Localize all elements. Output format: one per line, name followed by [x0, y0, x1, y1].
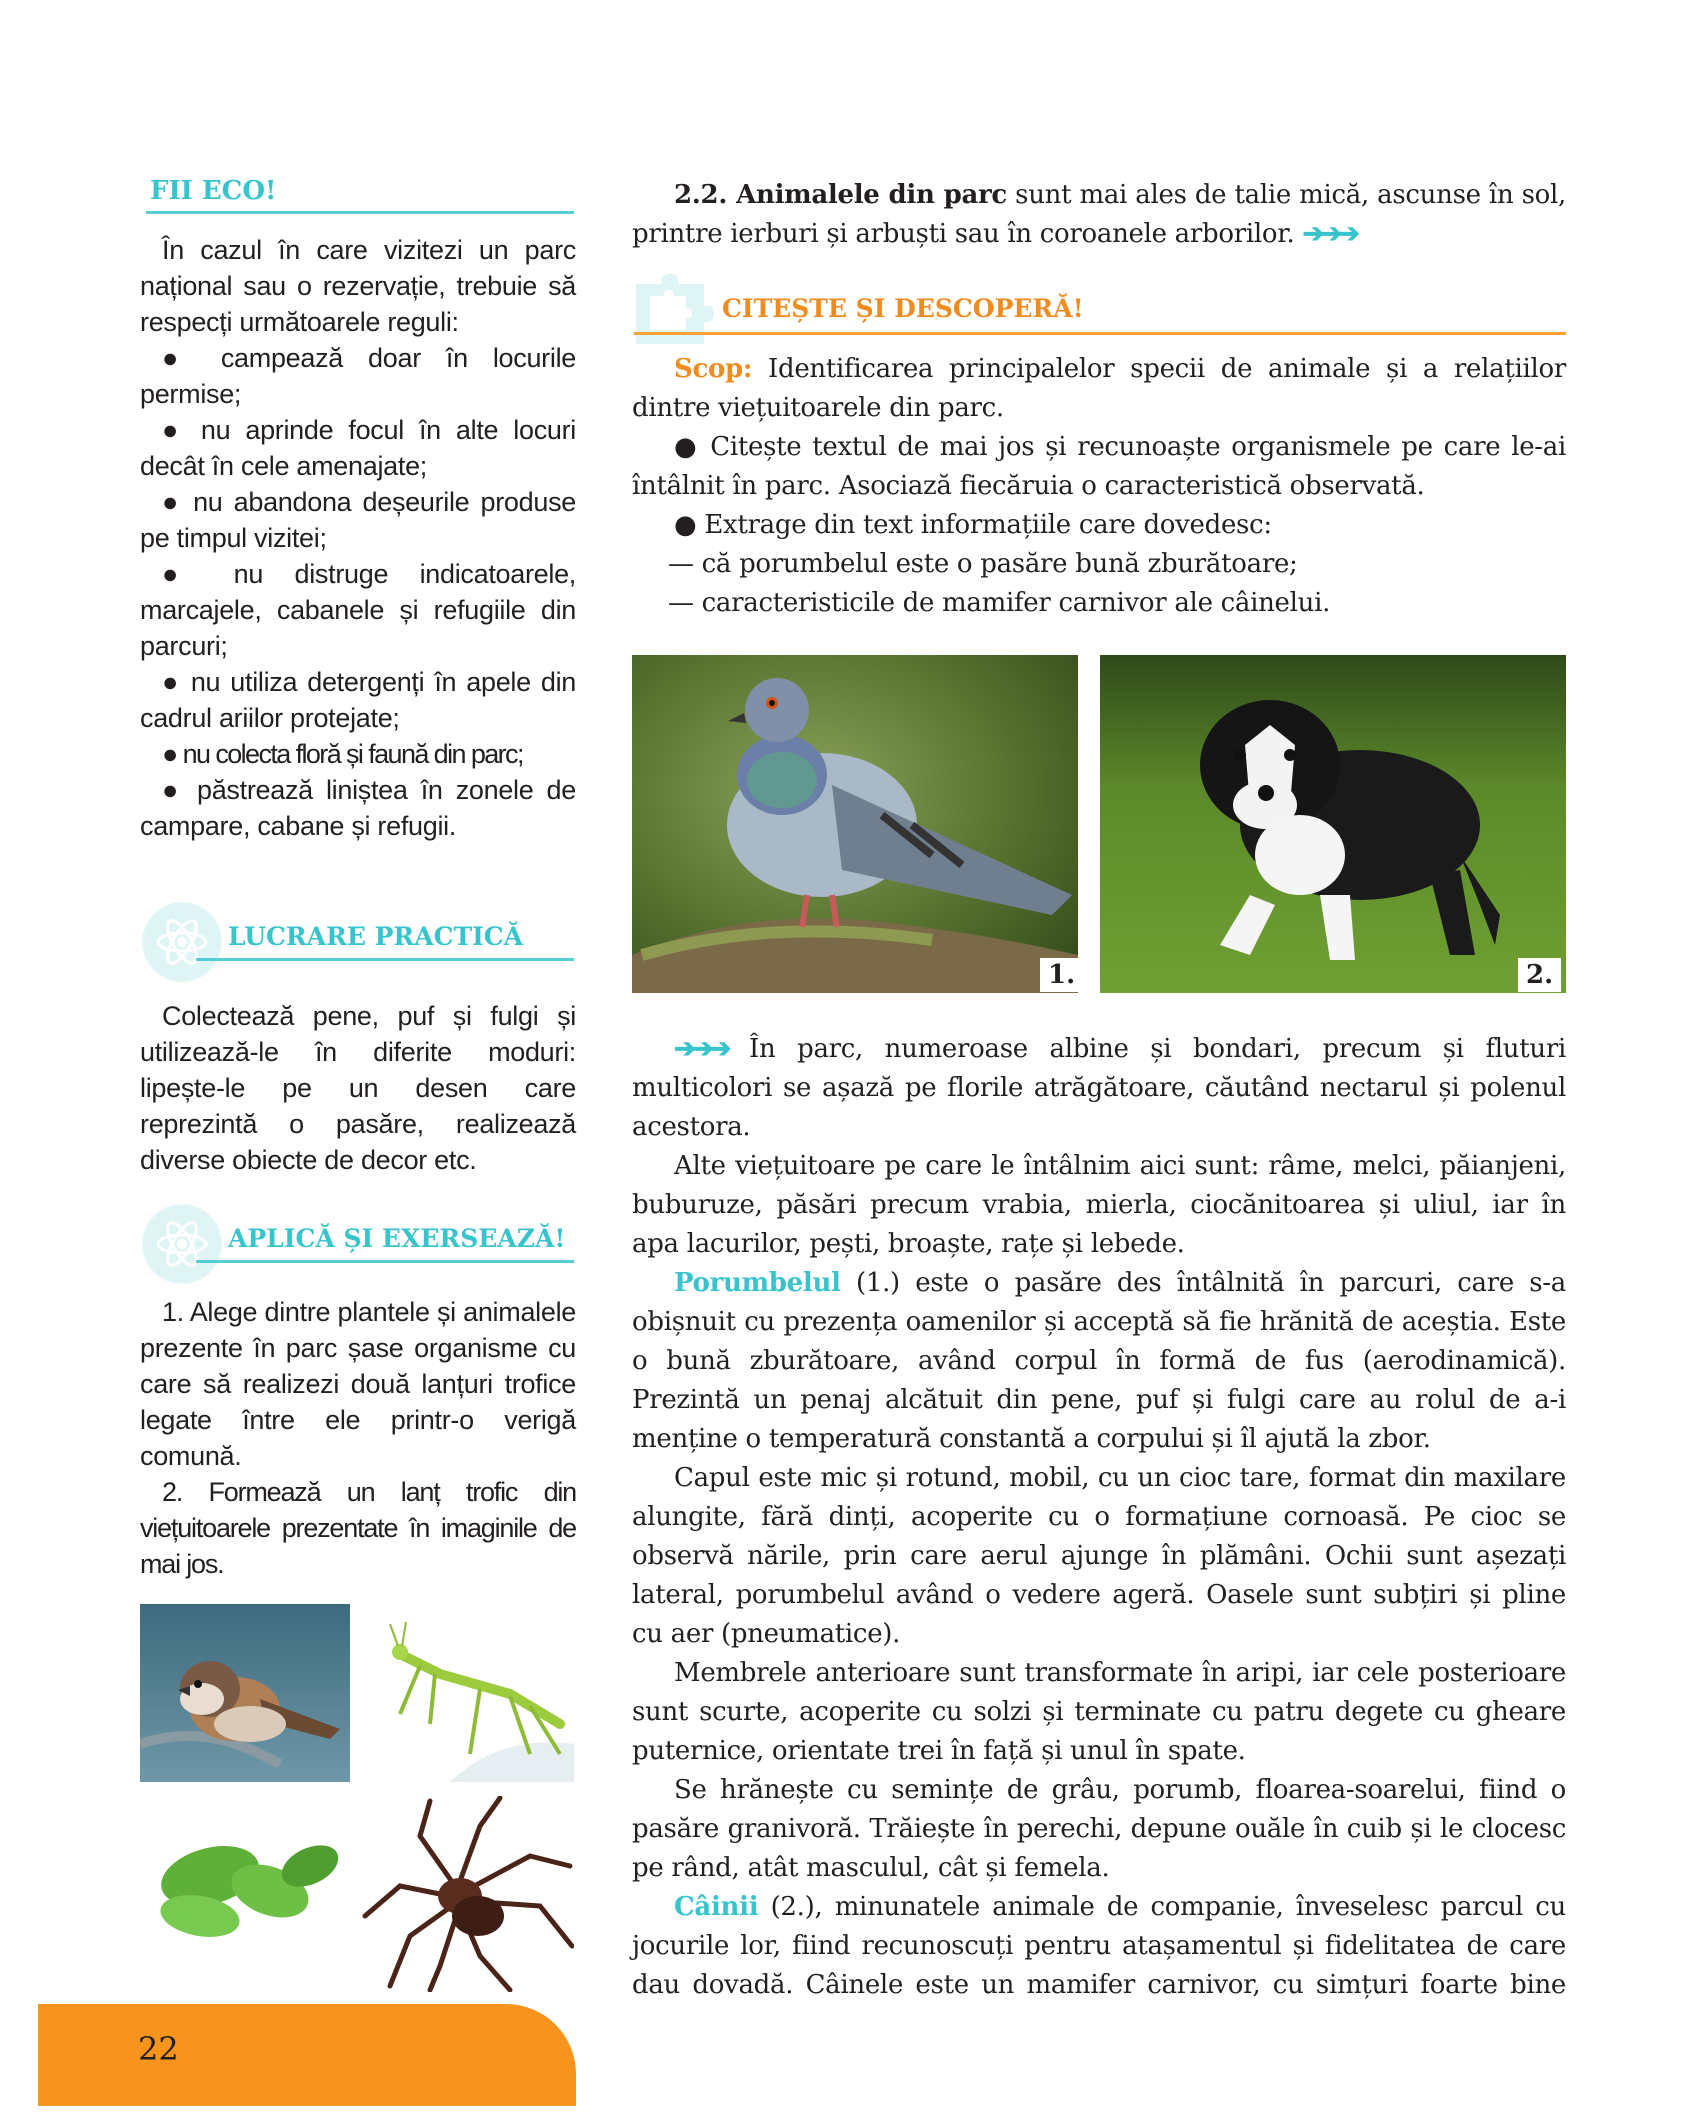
- citeste-dash-item: — că porumbelul este o pasăre bună zburătoare;: [668, 549, 1298, 579]
- lucrare-title: LUCRARE PRACTICĂ: [228, 922, 524, 951]
- citeste-bullet: ● Extrage din text informațiile care dovedesc:: [674, 510, 1272, 540]
- photo1-caption: 1.: [1040, 958, 1083, 992]
- puppy-photo: [1100, 655, 1566, 993]
- rule-item: ● nu utiliza detergenți în apele din cadrul ariilor protejate;: [140, 667, 576, 733]
- body-paragraph: (1.) este o pasăre des întâlnită în parcuri, care s-a obișnuit cu prezența oamenilor și acceptă să fie hrănită de aceștia. Este o bună zburătoare, având corpul în formă de fus (aerodinamică). Prezintă un penaj alcătuit din pene, puf și fulgi care au rolul de a-i menține o temperatură constantă a corpului și îl ajută la zbor.: [632, 1268, 1566, 1454]
- citeste-rule: [634, 332, 1566, 335]
- scop-label: Scop:: [674, 354, 753, 384]
- body-paragraph: Membrele anterioare sunt transformate în aripi, iar cele posterioare sunt scurte, acoperite cu solzi și terminate cu patru degete cu gheare puternice, orientate trei în față și unul în spate.: [632, 1658, 1566, 1766]
- dog-term: Câinii: [674, 1892, 759, 1922]
- sparrow-image: [140, 1604, 350, 1782]
- lucrare-rule: [196, 958, 574, 961]
- fii-eco-rule: [146, 211, 574, 214]
- aplica-title: APLICĂ ȘI EXERSEAZĂ!: [228, 1224, 566, 1253]
- exercise-item: 2. Formează un lanț trofic din viețuitoarele prezentate în imaginile de mai jos.: [140, 1477, 576, 1579]
- scop-text: Identificarea principalelor specii de animale și a relațiilor dintre viețuitoarele din parc.: [632, 354, 1566, 423]
- spider-image: [360, 1796, 574, 1992]
- intro-text: sunt mai ales de talie mică, ascunse în sol, printre ierburi și arbuști sau în coroanele arborilor.: [632, 180, 1566, 249]
- body-paragraph: În parc, numeroase albine și bondari, precum și fluturi multicolori se așază pe florile atrăgătoare, căutând nectarul și polenul acestora.: [632, 1034, 1566, 1142]
- body-paragraph: Capul este mic și rotund, mobil, cu un cioc tare, format din maxilare alungite, fără dinți, acoperite cu o formațiune cornoasă. Pe cioc se observă nările, prin care aerul ajunge în plămâni. Ochii sunt așezați lateral, porumbelul având o vedere ageră. Oasele sunt subțiri și pline cu aer (pneumatice).: [632, 1463, 1566, 1649]
- body-paragraph: Alte viețuitoare pe care le întâlnim aici sunt: râme, melci, păianjeni, buburuze, păsări precum vrabia, mierla, ciocănitoarea și uliul, iar în apa lacurilor, pești, broaște, rațe și lebede.: [632, 1151, 1566, 1259]
- mantis-image: [360, 1604, 574, 1782]
- citeste-body: [632, 350, 1566, 623]
- footer-bar: [38, 2004, 576, 2106]
- aplica-rule: [196, 1260, 574, 1263]
- fii-eco-title: FII ECO!: [150, 176, 277, 206]
- arrows-icon: ➔➔➔: [1302, 219, 1356, 249]
- citeste-title: CITEȘTE ȘI DESCOPERĂ!: [722, 294, 1084, 323]
- body-paragraph: Se hrănește cu semințe de grâu, porumb, floarea-soarelui, fiind o pasăre granivoră. Trăiește în perechi, depune ouăle în cuib și le clocesc pe rând, atât masculul, cât și femela.: [632, 1775, 1566, 1883]
- rule-item: ● nu distruge indicatoarele, marcajele, cabanele și refugiile din parcuri;: [140, 559, 576, 661]
- rule-item: ● campează doar în locurile permise;: [140, 343, 576, 409]
- mint-leaves-image: [140, 1806, 350, 1956]
- intro-heading: 2.2. Animalele din parc: [674, 180, 1007, 210]
- fii-eco-rules: [140, 340, 576, 844]
- pigeon-term: Porumbelul: [674, 1268, 841, 1298]
- citeste-dash-item: — caracteristicile de mamifer carnivor ale câinelui.: [668, 588, 1331, 618]
- animals-intro: [632, 176, 1566, 254]
- rule-item: ● nu aprinde focul în alte locuri decât în cele amenajate;: [140, 415, 576, 481]
- pigeon-photo: [632, 655, 1078, 993]
- photo2-caption: 2.: [1518, 958, 1561, 992]
- exercise-item: 1. Alege dintre plantele și animalele prezente în parc șase organisme cu care să realizezi două lanțuri trofice legate între ele printr-o verigă comună.: [140, 1297, 576, 1471]
- body-text: [632, 1030, 1566, 2005]
- atom-icon: [142, 1204, 222, 1284]
- fii-eco-intro: În cazul în care vizitezi un parc național sau o rezervație, trebuie să respecți următoarele reguli:: [140, 235, 576, 337]
- aplica-items: [140, 1294, 576, 1582]
- citeste-bullet: ● Citește textul de mai jos și recunoaște organismele pe care le-ai întâlnit în parc. Asociază fiecăruia o caracteristică observată.: [632, 432, 1566, 501]
- body-paragraph: (2.), minunatele animale de companie, înveselesc parcul cu jocurile lor, fiind recunoscuți pentru atașamentul și fidelitatea de care dau dovadă. Câinele este un mamifer carnivor, cu simțuri foarte bine: [632, 1892, 1566, 2000]
- atom-icon: [142, 902, 222, 982]
- lucrare-text: Colectează pene, puf și fulgi și utilizează-le în diferite moduri: lipește-le pe un desen care reprezintă o pasăre, realizează diverse obiecte de decor etc.: [140, 1001, 576, 1175]
- page-number: 22: [138, 2030, 179, 2068]
- rule-item: ● păstrează liniștea în zonele de campare, cabane și refugii.: [140, 775, 576, 841]
- arrows-icon: ➔➔➔: [674, 1034, 728, 1064]
- rule-item: ● nu colecta floră și faună din parc;: [162, 739, 523, 769]
- rule-item: ● nu abandona deșeurile produse pe timpul vizitei;: [140, 487, 576, 553]
